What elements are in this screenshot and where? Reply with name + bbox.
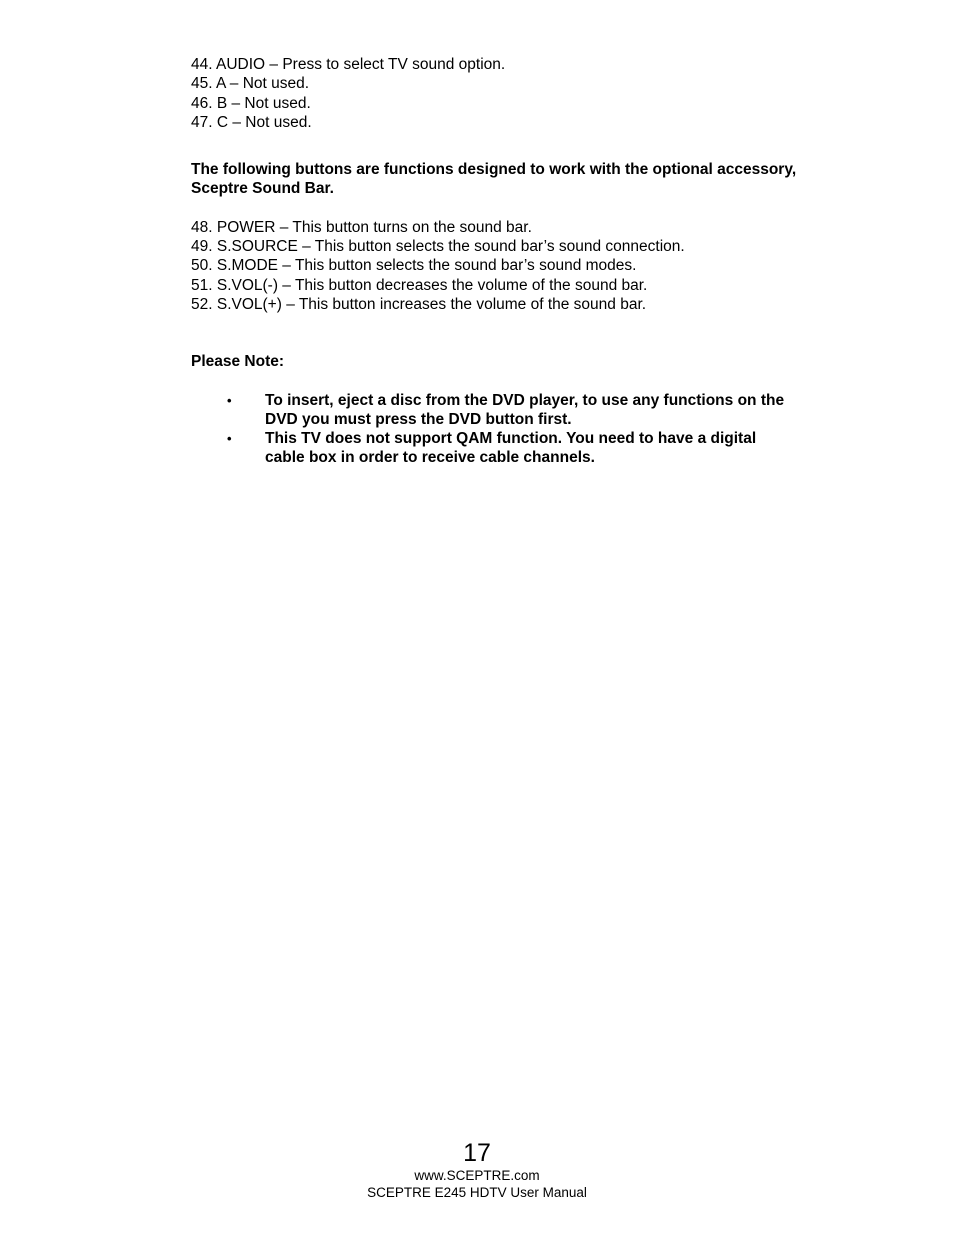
note-heading: Please Note: (191, 353, 285, 371)
soundbar-intro (191, 160, 861, 199)
soundbar-intro-line-2: Sceptre Sound Bar. (191, 180, 334, 198)
bullet-icon: • (227, 431, 232, 447)
soundbar-button-list (191, 218, 861, 314)
list-item-50: 50. S.MODE – This button selects the sound bar’s sound modes. (191, 257, 637, 275)
page-content (191, 55, 861, 468)
list-item-49: 49. S.SOURCE – This button selects the sound bar’s sound connection. (191, 238, 685, 256)
note-text-line-2: cable box in order to receive cable channels. (265, 449, 595, 467)
list-item-51: 51. S.VOL(-) – This button decreases the volume of the sound bar. (191, 276, 648, 294)
page-number: 17 (463, 1139, 491, 1167)
bullet-icon: • (227, 392, 232, 408)
list-item-46: 46. B – Not used. (191, 94, 311, 112)
list-item-52: 52. S.VOL(+) – This button increases the volume of the sound bar. (191, 295, 647, 313)
note-list (191, 391, 861, 468)
list-item-48: 48. POWER – This button turns on the sound bar. (191, 218, 532, 236)
note-text (265, 391, 825, 430)
list-item-44: 44. AUDIO – Press to select TV sound option. (191, 56, 506, 73)
soundbar-intro-line-1: The following buttons are functions designed to work with the optional accessory, (191, 161, 797, 179)
note-text (265, 429, 825, 468)
footer-manual-title: SCEPTRE E245 HDTV User Manual (367, 1185, 587, 1200)
list-item-45: 45. A – Not used. (191, 75, 310, 93)
note-item (191, 391, 861, 430)
note-text-line-1: This TV does not support QAM function. You need to have a digital (265, 430, 757, 448)
remote-button-list-top (191, 55, 861, 132)
list-item-47: 47. C – Not used. (191, 113, 312, 131)
note-text-line-2: DVD you must press the DVD button first. (265, 410, 572, 428)
note-text-line-1: To insert, eject a disc from the DVD player, to use any functions on the (265, 391, 785, 409)
footer-url: www.SCEPTRE.com (414, 1168, 540, 1183)
note-item (191, 429, 861, 468)
